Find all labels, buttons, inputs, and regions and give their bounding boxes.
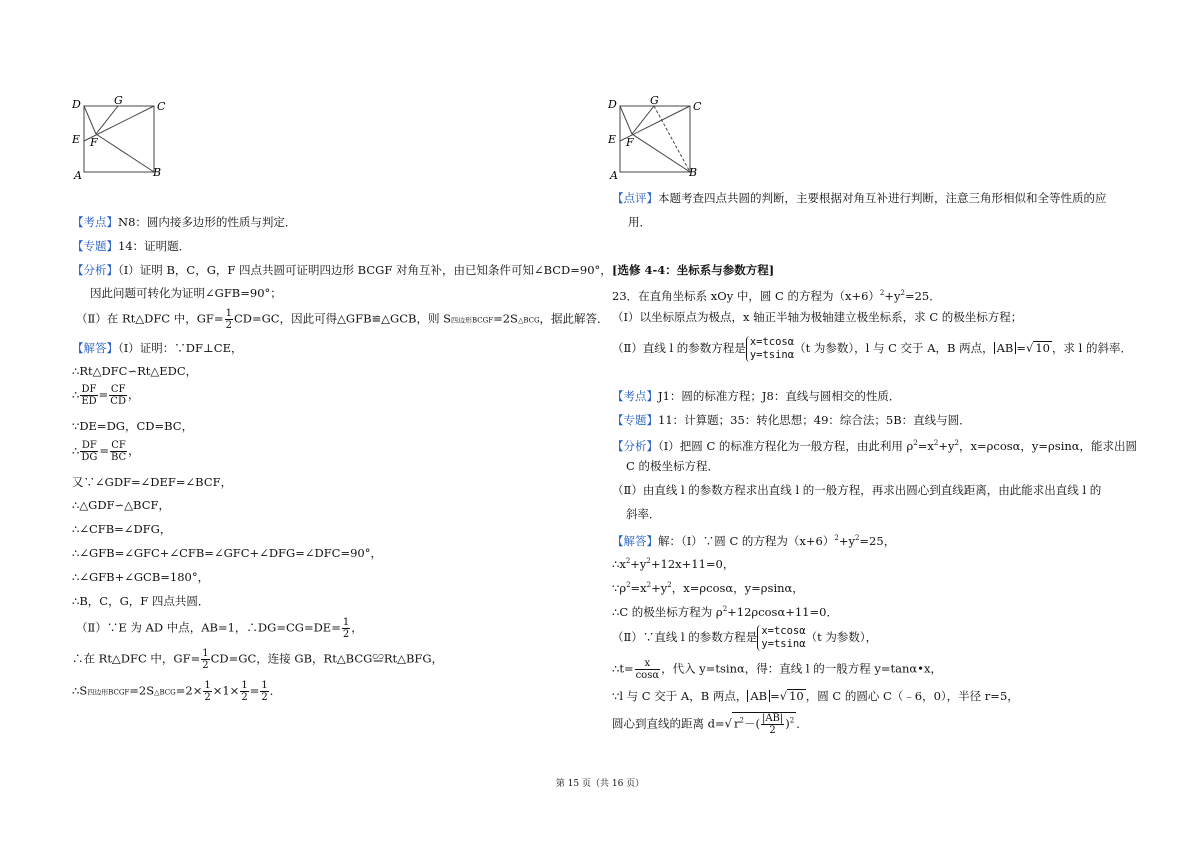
label-G: G	[114, 96, 123, 107]
label-E: E	[72, 133, 81, 146]
step-9: ∴∠GFB+∠GCB=180°，	[72, 570, 210, 584]
section-heading: [选修 4-4：坐标系与参数方程]	[612, 263, 775, 277]
fenxi-text-2: 因此问题可转化为证明∠GFB=90°；	[90, 286, 282, 300]
zhuanti-line	[72, 238, 190, 254]
step-11: （Ⅱ）∵E 为 AD 中点，AB=1，∴DG=CG=DE= $\frac{1}{2}$ ，	[76, 617, 363, 640]
jieda-tag: 【解答】	[72, 341, 118, 355]
label-F: F	[90, 136, 98, 149]
label-A: A	[610, 169, 618, 182]
zhuanti-text: 14：证明题．	[118, 239, 191, 253]
kaodian-line	[72, 214, 296, 230]
label-E: E	[608, 133, 617, 146]
step-7: ∴∠CFB=∠DFG，	[72, 522, 172, 536]
label-F: F	[626, 136, 634, 149]
step-3: ∵DE=DG，CD=BC，	[72, 419, 194, 433]
label-G: G	[650, 96, 659, 107]
r-step-5: ∴t= $\frac{x}{\cos\alpha}$ ，代入 y=tsinα，得：直线 l 的一般方程 y=tanα•x，	[612, 658, 942, 681]
r-zhuanti-line: 【专题】11：计算题；35：转化思想；49：综合法；5B：直线与圆．	[612, 413, 971, 427]
label-A: A	[74, 169, 82, 182]
step-13: ∴S四边形BCGF=2S△BCG=2× $\frac{1}{2}$ ×1× $\frac{1}{2}$ = $\frac{1}{2}$ ．	[72, 680, 282, 703]
step-10: ∴B，C，G，F 四点共圆．	[72, 594, 210, 608]
right-geometry-figure	[604, 96, 804, 186]
r-step-2: $\because\rho^2=x^2+y^2$，x=ρcosα，y=ρsinα，	[612, 580, 804, 595]
r-kaodian-line: 【考点】J1：圆的标准方程；J8：直线与圆相交的性质．	[612, 389, 901, 403]
r-step-6: ∵l 与 C 交于 A，B 两点， AB =√ 10 ，圆 C 的圆心 C（﹣6，0），半径 r=5，	[612, 689, 1019, 703]
label-B: B	[153, 166, 162, 179]
fenxi-text-1: （Ⅰ）证明 B，C，G，F 四点共圆可证明四边形 BCGF 对角互补，由已知条件可知∠BCD=90°，	[118, 263, 612, 277]
label-D: D	[608, 98, 617, 111]
step-5: 又∵∠GDF=∠DEF=∠BCF，	[72, 475, 233, 489]
label-C: C	[693, 100, 702, 113]
jieda-line	[72, 340, 243, 356]
fenxi-tag: 【分析】	[72, 263, 118, 277]
r-fenxi-line: 【分析】（Ⅰ）把圆 C 的标准方程化为一般方程，由此利用 $\rho^2=x^2+y^2$，x=ρcosα，y=ρsinα，能求出圆	[612, 438, 1138, 453]
r-fenxi-line-3: （Ⅱ）由直线 l 的参数方程求出直线 l 的一般方程，再求出圆心到直线距离，由此能求出直线 l 的	[612, 483, 1102, 497]
dianping-line-2: 用．	[628, 215, 651, 229]
step-8: ∴∠GFB=∠GFC+∠CFB=∠GFC+∠DFG=∠DFC=90°，	[72, 546, 382, 560]
step-12: ∴在 Rt△DFC 中，GF= $\frac{1}{2}$ CD=GC，连接 GB，Rt△BCG≌Rt△BFG，	[72, 648, 444, 671]
left-geometry-figure	[68, 96, 268, 186]
step-1: ∴Rt△DFC∽Rt△EDC，	[72, 364, 198, 378]
r-fenxi-line-4: 斜率．	[626, 507, 661, 521]
question-23-part1: （Ⅰ）以坐标原点为极点，x 轴正半轴为极轴建立极坐标系，求 C 的极坐标方程；	[612, 310, 1023, 324]
dianping-tag: 【点评】	[612, 191, 658, 205]
kaodian-tag: 【考点】	[72, 215, 118, 229]
r-step-1: $\therefore x^2+y^2+12x+11=0$，	[612, 556, 735, 571]
jieda-text: （Ⅰ）证明：∵DF⊥CE，	[118, 341, 243, 355]
fenxi-line	[72, 262, 612, 278]
question-23: 23．在直角坐标系 xOy 中，圆 C 的方程为$(x+6)^2+y^2=25$．	[612, 288, 941, 303]
r-step-3: ∴C 的极坐标方程为 $\rho^2+12\rho\cos\alpha+11=0$．	[612, 604, 838, 619]
label-C: C	[157, 100, 166, 113]
dianping-line: 【点评】本题考查四点共圆的判断，主要根据对角互补进行判断，注意三角形相似和全等性质的应	[612, 191, 1107, 205]
question-23-part2: （Ⅱ）直线 l 的参数方程是 x=tcosα y=tsinα （t 为参数），l 与 C 交于 A，B 两点， AB =√ 10 ，求 l 的斜率．	[612, 336, 1132, 361]
r-fenxi-line-2: C 的极坐标方程．	[626, 459, 719, 473]
page-footer: 第 15 页（共 16 页）	[555, 779, 645, 789]
step-2: ∴ $\frac{DF}{ED}$ = $\frac{CF}{CD}$ ，	[72, 384, 140, 407]
label-D: D	[72, 98, 81, 111]
step-6: ∴△GDF∽△BCF，	[72, 498, 170, 512]
r-step-7: 圆心到直线的距离 d=√ $r^2-$( $\frac{|AB|}{2}$ )$^2$ ．	[612, 713, 808, 736]
zhuanti-tag: 【专题】	[72, 239, 118, 253]
part2-analysis: （Ⅱ）在 Rt△DFC 中，GF= $\frac{1}{2}$ CD=GC，因此可得△GFB≌△GCB，则 S四边形BCGF=2S△BCG，据此解答．	[76, 308, 609, 331]
label-B: B	[689, 166, 698, 179]
fraction: $\frac{1}{2}$	[225, 308, 232, 331]
r-step-4: （Ⅱ）∵直线 l 的参数方程是 x=tcosα y=tsinα （t 为参数），	[612, 625, 878, 650]
step-4: ∴ $\frac{DF}{DG}$ = $\frac{CF}{BC}$ ，	[72, 440, 140, 463]
r-jieda-line: 【解答】解：（Ⅰ）∵圆 C 的方程为$(x+6)^2+y^2=25$，	[612, 533, 896, 548]
kaodian-text: N8：圆内接多边形的性质与判定．	[118, 215, 297, 229]
